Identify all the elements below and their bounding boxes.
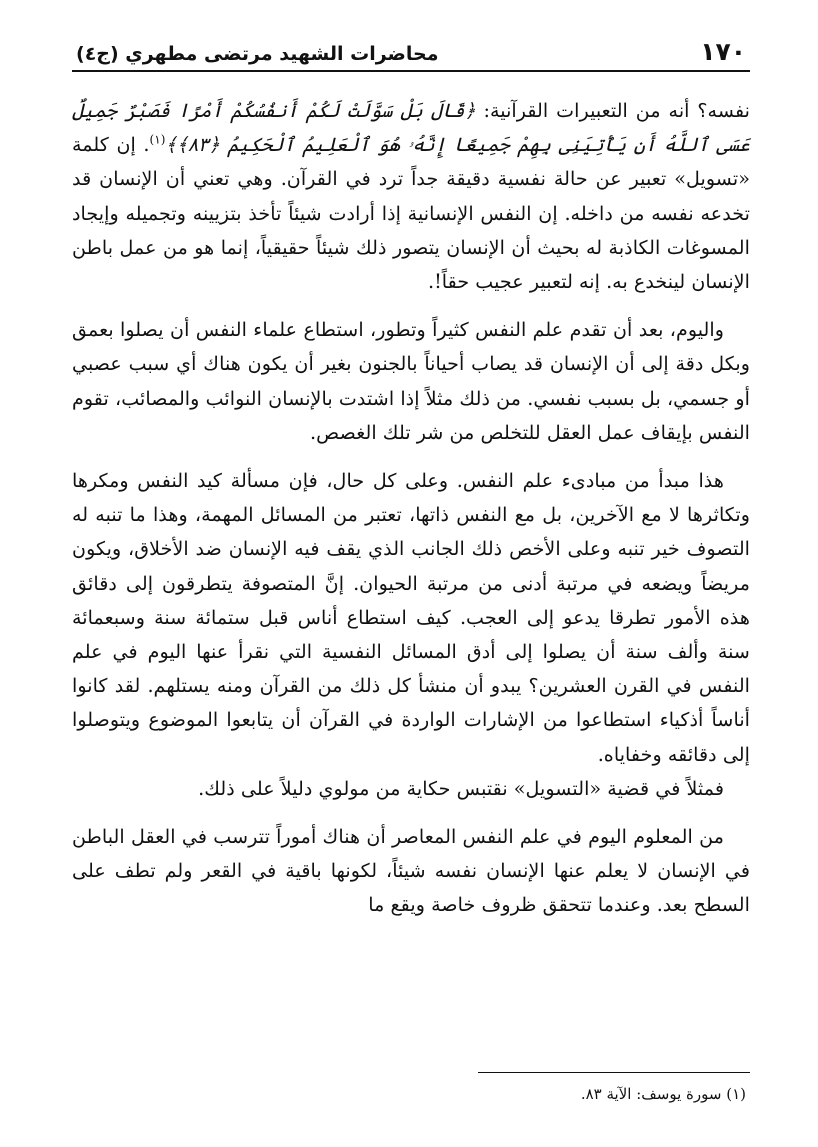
paragraph-5: من المعلوم اليوم في علم النفس المعاصر أن هناك أموراً تترسب في العقل الباطن في الإنسان لا يعلم عنها الإنسان نفسه شيئاً، لكونها باقية في القعر ولم تطف على السطح بعد. وعندما تتحقق ظروف خاصة ويقع ما (72, 825, 750, 917)
paragraph-1-intro: نفسه؟ أنه من التعبيرات القرآنية: (475, 99, 750, 122)
book-title: محاضرات الشهيد مرتضى مطهري (ج٤) (76, 43, 439, 65)
paragraph-1 (72, 94, 750, 299)
paragraph-1-rest: . إن كلمة «تسويل» تعبير عن حالة نفسية دقيقة جداً ترد في القرآن. وهي تعني أن الإنسان قد تخدعه نفسه من داخله. إن النفس الإنسانية إذا أرادت شيئاً تأخذ بتزيينه وتجميله وإيجاد المسوغات الكاذبة له بحيث أن الإنسان يتصور ذلك شيئاً حقيقياً، إنما هو من عمل باطن الإنسان لينخدع به. إنه لتعبير عجيب حقاً!. (72, 133, 750, 294)
running-head (72, 30, 750, 72)
footnote-divider (478, 1072, 750, 1073)
footnote: (١) سورة يوسف: الآية ٨٣. (580, 1085, 746, 1103)
paragraph-3: هذا مبدأ من مبادىء علم النفس. وعلى كل حال، فإن مسألة كيد النفس ومكرها وتكاثرها لا مع الآخرين، بل مع النفس ذاتها، تعتبر من المسائل المهمة، وهذا ما تنبه له التصوف خير تنبه وعلى الأخص ذلك الجانب الذي يقف فيه الإنسان ضد الأخلاق، ويكون مريضاً ويضعه في مرتبة أدنى من مرتبة الحيوان. إنَّ المتصوفة يتطرقون إلى دقائق هذه الأمور تطرقا يدعو إلى العجب. كيف استطاع أناس قبل ستمائة سنة وسبعمائة سنة وألف سنة أن يصلوا إلى أدق المسائل النفسية التي نقرأ عنها اليوم في علم النفس في القرن العشرين؟ يبدو أن منشأ كل ذلك من القرآن ومنه يستلهم. لقد كانوا أناساً أذكياء استطاعوا من الإشارات الواردة في القرآن أن يتابعوا الموضوع ويتوصلوا إلى دقائقه وخفاياه. (72, 469, 750, 766)
page-number: ١٧٠ (700, 37, 746, 66)
footnote-marker[interactable]: (١) (149, 132, 166, 147)
paragraph-4: فمثلاً في قضية «التسويل» نقتبس حكاية من مولوي دليلاً على ذلك. (198, 776, 724, 800)
body-text (72, 94, 750, 923)
quran-verse: ﴿قَالَ بَلْ سَوَّلَتْ لَكُمْ أَنفُسُكُمْ أَمْرًا فَصَبْرٌ جَمِيلٌ عَسَى ٱللَّهُ أَن يَأْتِيَنِى بِهِمْ جَمِيعًا إِنَّهُۥ هُوَ ٱلْعَلِيمُ ٱلْحَكِيمُ ﴿٨٣﴾﴾ (72, 99, 750, 157)
paragraph-2: واليوم، بعد أن تقدم علم النفس كثيراً وتطور، استطاع علماء النفس أن يصلوا بعمق وبكل دقة إلى أن الإنسان قد يصاب أحياناً بالجنون بغير أن يكون هناك أي سبب عصبي أو جسمي، بل بسبب نفسي. من ذلك مثلاً إذا اشتدت بالإنسان النوائب والمصائب، تقوم النفس بإيقاف عمل العقل للتخلص من شر تلك الغصص. (72, 318, 750, 444)
